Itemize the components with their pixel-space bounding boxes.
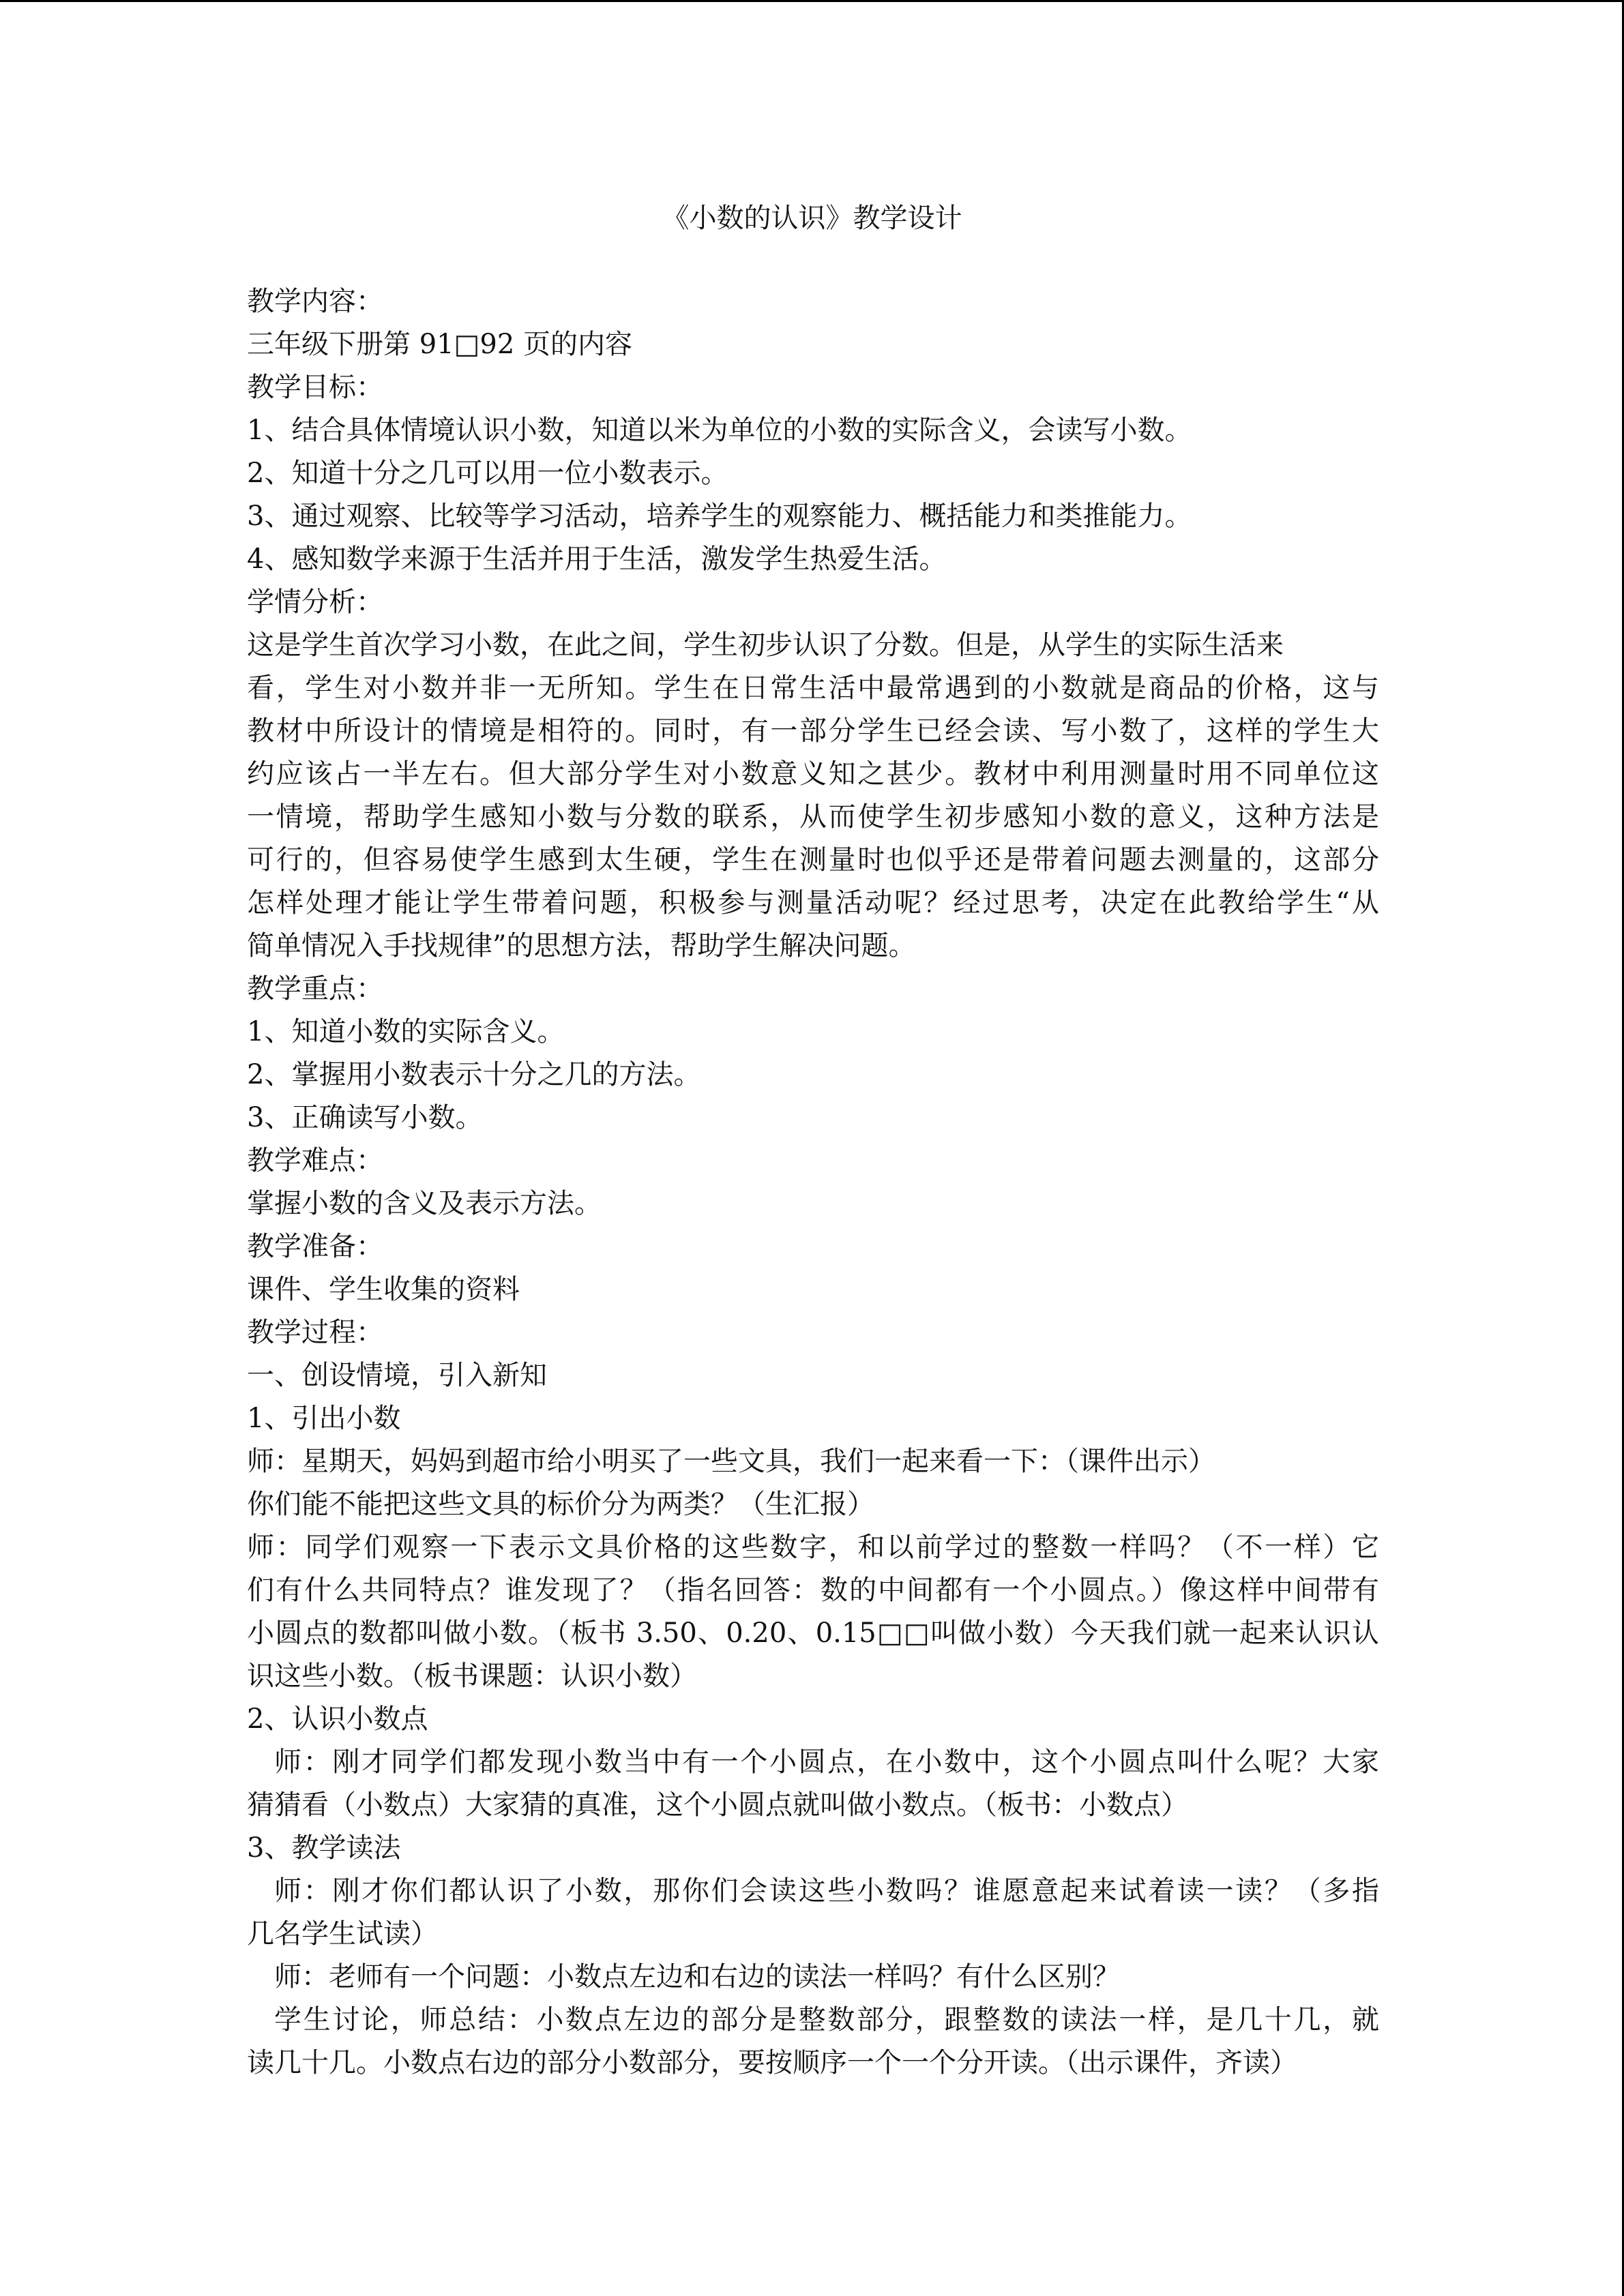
text-line: 猜猜看（小数点）大家猜的真准，这个小圆点就叫做小数点。（板书：小数点） (247, 1789, 1188, 1821)
text-line: 简单情况入手找规律”的思想方法，帮助学生解决问题。 (247, 930, 916, 961)
text-line: 学生讨论，师总结：小数点左边的部分是整数部分，跟整数的读法一样，是几十几，就 (274, 2004, 1379, 2036)
text-line: 师：星期天，妈妈到超市给小明买了一些文具，我们一起来看一下：（课件出示） (247, 1446, 1215, 1477)
text-line: 课件、学生收集的资料 (247, 1274, 520, 1305)
text-line: 师：刚才同学们都发现小数当中有一个小圆点，在小数中，这个小圆点叫什么呢？大家 (274, 1746, 1379, 1778)
text-line: 2、认识小数点 (247, 1703, 428, 1735)
text-line: 2、知道十分之几可以用一位小数表示。 (247, 458, 728, 489)
document-title: 《小数的认识》教学设计 (662, 203, 962, 234)
text-line: 看，学生对小数并非一无所知。学生在日常生活中最常遇到的小数就是商品的价格，这与 (247, 672, 1379, 704)
page-edge-top (0, 0, 1624, 2)
text-line: 掌握小数的含义及表示方法。 (247, 1188, 602, 1219)
text-line: 1、结合具体情境认识小数，知道以米为单位的小数的实际含义，会读写小数。 (247, 415, 1192, 446)
text-line: 小圆点的数都叫做小数。（板书 3.50、0.20、0.15□□叫做小数）今天我们就一起来认识认 (247, 1617, 1379, 1649)
text-line: 你们能不能把这些文具的标价分为两类？（生汇报） (247, 1489, 874, 1520)
text-line: 识这些小数。（板书课题：认识小数） (247, 1660, 697, 1692)
text-line: 约应该占一半左右。但大部分学生对小数意义知之甚少。教材中利用测量时用不同单位这 (247, 758, 1379, 790)
text-line: 3、通过观察、比较等学习活动，培养学生的观察能力、概括能力和类推能力。 (247, 501, 1192, 532)
text-line: 1、知道小数的实际含义。 (247, 1016, 565, 1047)
text-line: 可行的，但容易使学生感到太生硬，学生在测量时也似乎还是带着问题去测量的，这部分 (247, 844, 1379, 876)
text-line: 教学难点： (247, 1145, 383, 1176)
document-body (247, 280, 1379, 2085)
text-line: 怎样处理才能让学生带着问题，积极参与测量活动呢？经过思考，决定在此教给学生“从 (247, 887, 1379, 919)
text-line: 几名学生试读） (247, 1918, 438, 1950)
text-line: 1、引出小数 (247, 1403, 401, 1434)
text-line: 教学内容： (247, 286, 383, 317)
text-line: 这是学生首次学习小数，在此之间，学生初步认识了分数。但是，从学生的实际生活来 (247, 629, 1284, 661)
text-line: 们有什么共同特点？谁发现了？（指名回答：数的中间都有一个小圆点。）像这样中间带有 (247, 1575, 1379, 1606)
text-line: 学情分析： (247, 586, 383, 618)
text-line: 3、教学读法 (247, 1832, 401, 1864)
text-line: 4、感知数学来源于生活并用于生活，激发学生热爱生活。 (247, 543, 947, 575)
text-line: 师：老师有一个问题：小数点左边和右边的读法一样吗？有什么区别？ (274, 1961, 1120, 1993)
text-line: 2、掌握用小数表示十分之几的方法。 (247, 1059, 701, 1090)
text-line: 教学目标： (247, 372, 383, 403)
text-line: 3、正确读写小数。 (247, 1102, 483, 1133)
text-line: 一情境，帮助学生感知小数与分数的联系，从而使学生初步感知小数的意义，这种方法是 (247, 801, 1379, 833)
text-line: 教学准备： (247, 1231, 383, 1262)
text-line: 教材中所设计的情境是相符的。同时，有一部分学生已经会读、写小数了，这样的学生大 (247, 715, 1379, 747)
text-line: 师：同学们观察一下表示文具价格的这些数字，和以前学过的整数一样吗？（不一样）它 (247, 1532, 1379, 1563)
text-line: 一、创设情境，引入新知 (247, 1360, 547, 1391)
text-line: 教学过程： (247, 1317, 383, 1348)
text-line: 读几十几。小数点右边的部分小数部分，要按顺序一个一个分开读。（出示课件，齐读） (247, 2047, 1297, 2078)
text-line: 师：刚才你们都认识了小数，那你们会读这些小数吗？谁愿意起来试着读一读？（多指 (274, 1875, 1379, 1907)
text-line: 三年级下册第 91□92 页的内容 (247, 329, 633, 360)
text-line: 教学重点： (247, 973, 383, 1004)
